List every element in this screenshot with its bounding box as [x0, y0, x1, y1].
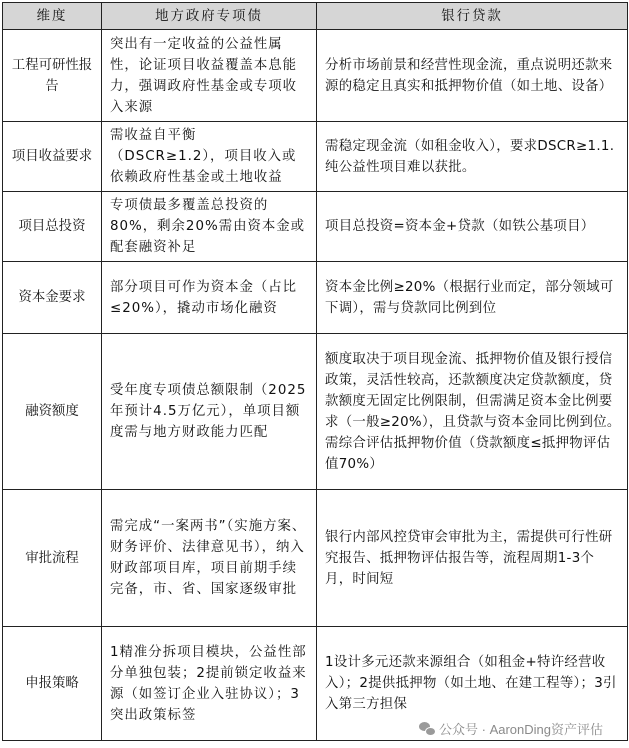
row-dimension: 资本金要求 [3, 262, 102, 334]
table-row [3, 334, 628, 490]
row-dimension: 申报策略 [3, 627, 102, 741]
watermark [417, 719, 605, 738]
table-row [3, 262, 628, 334]
header-special-bond: 地方政府专项债 [102, 3, 317, 30]
row-bond-cell: 部分项目可作为资本金（占比≤20%），撬动市场化融资 [102, 262, 317, 334]
wechat-icon [419, 722, 435, 735]
row-loan-cell: 1设计多元还款来源组合（如租金+特许经营收入）；2提供抵押物（如土地、在建工程等）；3引入第三方担保 [317, 627, 628, 741]
table-row [3, 122, 628, 192]
table-row [3, 192, 628, 262]
header-dimension: 维度 [3, 3, 102, 30]
watermark-text: 公众号 · AaronDing资产评估 [439, 722, 603, 737]
row-dimension: 项目收益要求 [3, 122, 102, 192]
row-bond-cell: 受年度专项债总额限制（2025年预计4.5万亿元），单项目额度需与地方财政能力匹配 [102, 334, 317, 490]
row-loan-cell: 需稳定现金流（如租金收入），要求DSCR≥1.1.纯公益性项目难以获批。 [317, 122, 628, 192]
table-row [3, 490, 628, 627]
header-row [3, 3, 628, 30]
row-loan-cell: 额度取决于项目现金流、抵押物价值及银行授信政策，灵活性较高，还款额度决定贷款额度，贷款额度无固定比例限制，但需满足资本金比例要求（一般≥20%），且贷款与资本金同比例到位。需综合评估抵押物价值（贷款额度≤抵押物评估值70%） [317, 334, 628, 490]
row-loan-cell: 项目总投资=资本金+贷款（如铁公基项目） [317, 192, 628, 262]
row-bond-cell: 需收益自平衡（DSCR≥1.2），项目收入或依赖政府性基金或土地收益 [102, 122, 317, 192]
row-bond-cell: 专项债最多覆盖总投资的80%，剩余20%需由资本金或配套融资补足 [102, 192, 317, 262]
row-dimension: 项目总投资 [3, 192, 102, 262]
row-dimension: 融资额度 [3, 334, 102, 490]
row-loan-cell: 分析市场前景和经营性现金流，重点说明还款来源的稳定且真实和抵押物价值（如土地、设备） [317, 30, 628, 122]
row-loan-cell: 资本金比例≥20%（根据行业而定，部分领域可下调），需与贷款同比例到位 [317, 262, 628, 334]
row-dimension: 工程可研性报告 [3, 30, 102, 122]
row-bond-cell: 突出有一定收益的公益性属性，论证项目收益覆盖本息能力，强调政府性基金或专项收入来源 [102, 30, 317, 122]
header-bank-loan: 银行贷款 [317, 3, 628, 30]
table-row [3, 30, 628, 122]
row-bond-cell: 1精准分拆项目模块，公益性部分单独包装；2提前锁定收益来源（如签订企业入驻协议）；3突出政策标签 [102, 627, 317, 741]
row-loan-cell: 银行内部风控贷审会审批为主，需提供可行性研究报告、抵押物评估报告等，流程周期1-3个月，时间短 [317, 490, 628, 627]
comparison-table [2, 2, 628, 741]
row-dimension: 审批流程 [3, 490, 102, 627]
row-bond-cell: 需完成“一案两书”（实施方案、财务评价、法律意见书），纳入财政部项目库，项目前期手续完备，市、省、国家逐级审批 [102, 490, 317, 627]
